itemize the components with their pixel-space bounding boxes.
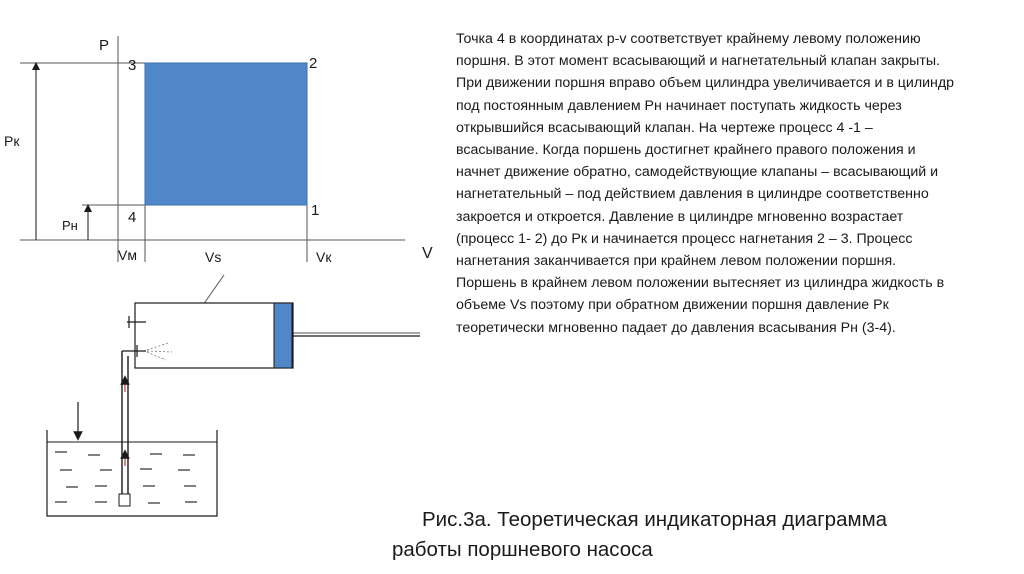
suction-strainer <box>119 494 130 506</box>
pump-piston <box>274 303 292 368</box>
pk-label: Pк <box>4 133 20 149</box>
vm-label: Vм <box>118 247 137 263</box>
point-2-label: 2 <box>309 55 318 72</box>
pump-cylinder <box>135 303 293 368</box>
figure-caption <box>392 505 1024 565</box>
process-description: Точка 4 в координатах p-v соответствует крайнему левому положению поршня. В этот момент всасывающий и нагнетательный клапан закрыты. При движении поршня вправо объем цилиндра увеличивается и в цилиндр под постоянным давлением Рн начинает поступать жидкость через открывшийся всасывающий клапан. На чертеже процесс 4 -1 – всасывание. Когда поршень достигнет крайнего правого положения и начнет движение обратно, самодействующие клапаны – всасывающий и нагнетательный – под действием давления в цилиндре соответственно закроется и откроется. Давление в цилиндре мгновенно возрастает (процесс 1- 2) до Рк и начинается процесс нагнетания 2 – 3. Процесс нагнетания заканчивается при крайнем левом положении поршня. Поршень в крайнем левом положении вытесняет из цилиндра жидкость в объеме Vs поэтому при обратном движении поршня давление Рк теоретически мгновенно падает до давления всасывания Рн (3-4). <box>456 31 955 336</box>
vs-label: Vs <box>205 249 222 265</box>
point-4-label: 4 <box>128 209 137 226</box>
v-axis-label: V <box>422 245 433 262</box>
liquid-tank <box>47 430 217 516</box>
caption-line-1: Рис.3а. Теоретическая индикаторная диаграмма <box>422 508 888 531</box>
caption-line-2: работы поршневого насоса <box>392 538 653 561</box>
pn-label: Pн <box>62 218 78 233</box>
p-axis-label: P <box>99 37 110 54</box>
vk-label: Vк <box>316 249 332 265</box>
point-3-label: 3 <box>128 57 137 74</box>
indicator-cycle-area <box>145 63 307 205</box>
pv-indicator-diagram <box>0 0 450 574</box>
point-1-label: 1 <box>311 202 320 219</box>
